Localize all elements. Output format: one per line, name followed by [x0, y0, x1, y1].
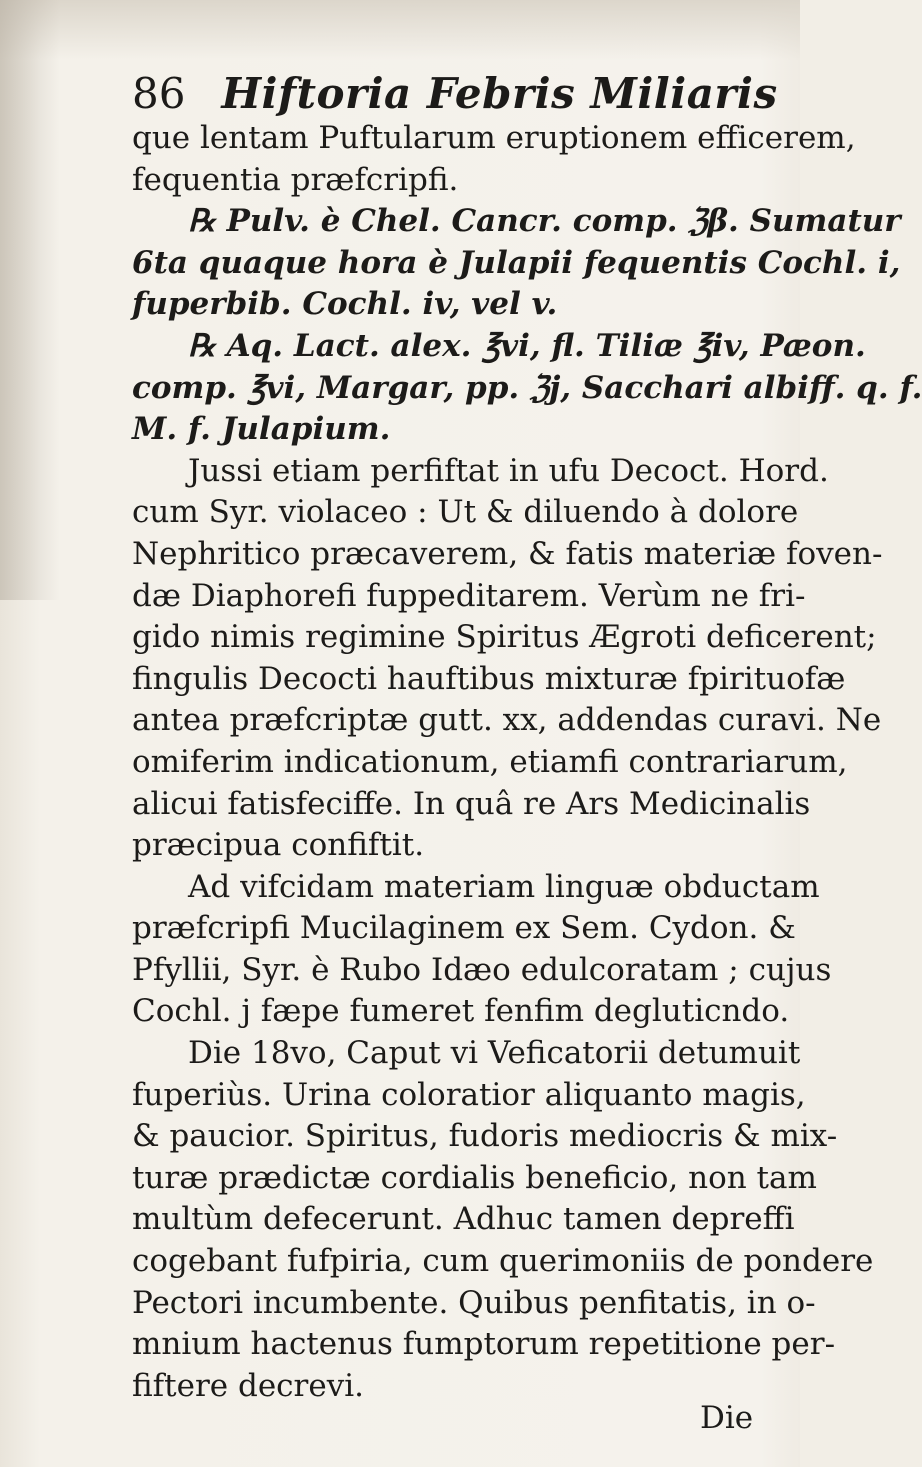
text-line: Die 18vo, Caput vi Veficatorii detumuit: [188, 1035, 801, 1072]
text-line: multùm defecerunt. Adhuc tamen depreffi: [132, 1201, 795, 1238]
text-line: alicui fatisfeciffe. In quâ re Ars Medicinalis: [132, 785, 811, 822]
text-line: præfcripfi Mucilaginem ex Sem. Cydon. &: [132, 910, 796, 947]
text-line: Ad vifcidam materiam linguæ obductam: [188, 868, 820, 905]
text-line: turæ prædictæ cordialis beneficio, non tam: [132, 1159, 817, 1196]
text-line: fiftere decrevi.: [132, 1367, 364, 1404]
text-line: omiferim indicationum, etiamfi contrariarum,: [132, 743, 848, 780]
text-line: antea præfcriptæ gutt. xx, addendas curavi. Ne: [132, 702, 882, 739]
text-line: Pfyllii, Syr. è Rubo Idæo edulcoratam ; cujus: [132, 951, 832, 988]
text-line: fingulis Decocti hauftibus mixturæ fpirituofæ: [132, 660, 846, 697]
page-top-shadow: [0, 0, 800, 60]
body-text: [132, 118, 922, 1407]
prescription-line: ℞ Aq. Lact. alex. ℥vi, fl. Tiliæ ℥iv, Pæon.: [188, 327, 866, 364]
prescription-line: fuperbib. Cochl. iv, vel v.: [132, 286, 558, 323]
prescription-line: M. f. Julapium.: [132, 411, 391, 448]
page-binding-shadow: [0, 0, 60, 600]
text-line: gido nimis regimine Spiritus Ægroti deficerent;: [132, 619, 877, 656]
text-line: præcipua confiftit.: [132, 827, 425, 864]
text-line: que lentam Puftularum eruptionem efficerem,: [132, 120, 856, 156]
prescription-line: comp. ℥vi, Margar, pp. ℨj, Sacchari albiff. q. f.: [132, 369, 922, 406]
catchword: Die: [700, 1400, 754, 1436]
prescription-line: ℞ Pulv. è Chel. Cancr. comp. ℨβ. Sumatur: [188, 203, 901, 240]
text-line: Jussi etiam perfiftat in ufu Decoct. Hord.: [188, 452, 829, 489]
text-line: fequentia præfcripfi.: [132, 161, 459, 198]
text-line: cum Syr. violaceo : Ut & diluendo à dolore: [132, 494, 799, 531]
page-number: 86: [132, 69, 186, 118]
text-line: Cochl. j fæpe fumeret fenfim degluticndo.: [132, 993, 790, 1030]
text-line: & paucior. Spiritus, fudoris mediocris & mix-: [132, 1118, 838, 1155]
text-line: cogebant fufpiria, cum querimoniis de pondere: [132, 1243, 874, 1280]
text-line: mnium hactenus fumptorum repetitione per-: [132, 1326, 836, 1363]
prescription-line: 6ta quaque hora è Julapii fequentis Cochl. i,: [132, 244, 901, 281]
page-header: [132, 66, 778, 122]
text-line: Nephritico præcaverem, & fatis materiæ foven-: [132, 535, 883, 572]
text-line: Pectori incumbente. Quibus penfitatis, in o-: [132, 1284, 816, 1321]
text-line: fuperiùs. Urina coloratior aliquanto magis,: [132, 1076, 806, 1113]
text-line: dæ Diaphorefi fuppeditarem. Verùm ne fri-: [132, 577, 806, 614]
running-title: Hiftoria Febris Miliaris: [221, 69, 778, 118]
